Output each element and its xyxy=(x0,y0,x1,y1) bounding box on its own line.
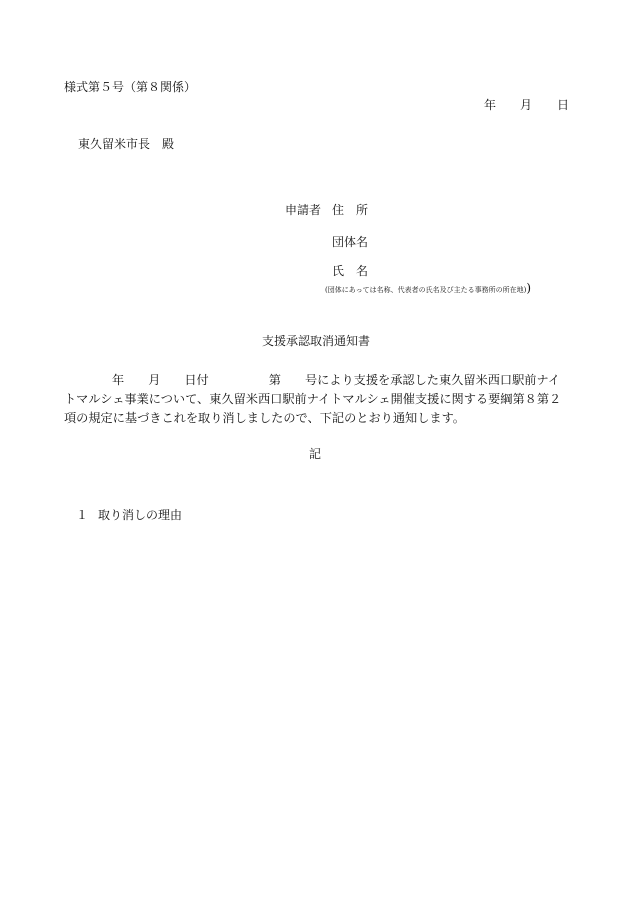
form-number: 様式第５号（第８関係） xyxy=(64,80,197,94)
date-month-label: 月 xyxy=(520,98,533,112)
org-name-label: 団体名 xyxy=(332,235,369,249)
body-line-3: 項の規定に基づきこれを取り消しましたので、下記のとおり通知します。 xyxy=(64,411,465,425)
body-day: 日付 xyxy=(184,373,209,387)
body-line-1 xyxy=(64,371,584,390)
body-line-1-rest: 号により支援を承認した東久留米西口駅前ナイ xyxy=(304,373,561,387)
body-year: 年 xyxy=(112,373,125,387)
applicant-label: 申請者 xyxy=(285,203,322,217)
document-title: 支援承認取消通知書 xyxy=(262,334,371,348)
applicant-note-close: ) xyxy=(526,281,532,295)
body-number: 第 xyxy=(268,373,281,387)
item-1-label: 取り消しの理由 xyxy=(98,508,183,522)
applicant-note-text: (団体にあっては名称、代表者の氏名及び主たる事務所の所在地) xyxy=(325,286,527,294)
ki-heading: 記 xyxy=(309,447,322,461)
applicant-note xyxy=(325,281,531,295)
addressee: 東久留米市長 殿 xyxy=(78,137,175,151)
date-year-label: 年 xyxy=(484,98,497,112)
body-paragraph xyxy=(64,371,584,428)
body-month: 月 xyxy=(148,373,161,387)
date-day-label: 日 xyxy=(557,98,570,112)
body-line-2: トマルシェ事業について、東久留米西口駅前ナイトマルシェ開催支援に関する要綱第８第２ xyxy=(64,392,562,406)
name-label: 氏 名 xyxy=(332,264,369,278)
item-1-number: １ xyxy=(76,508,89,522)
address-label: 住 所 xyxy=(332,203,369,217)
